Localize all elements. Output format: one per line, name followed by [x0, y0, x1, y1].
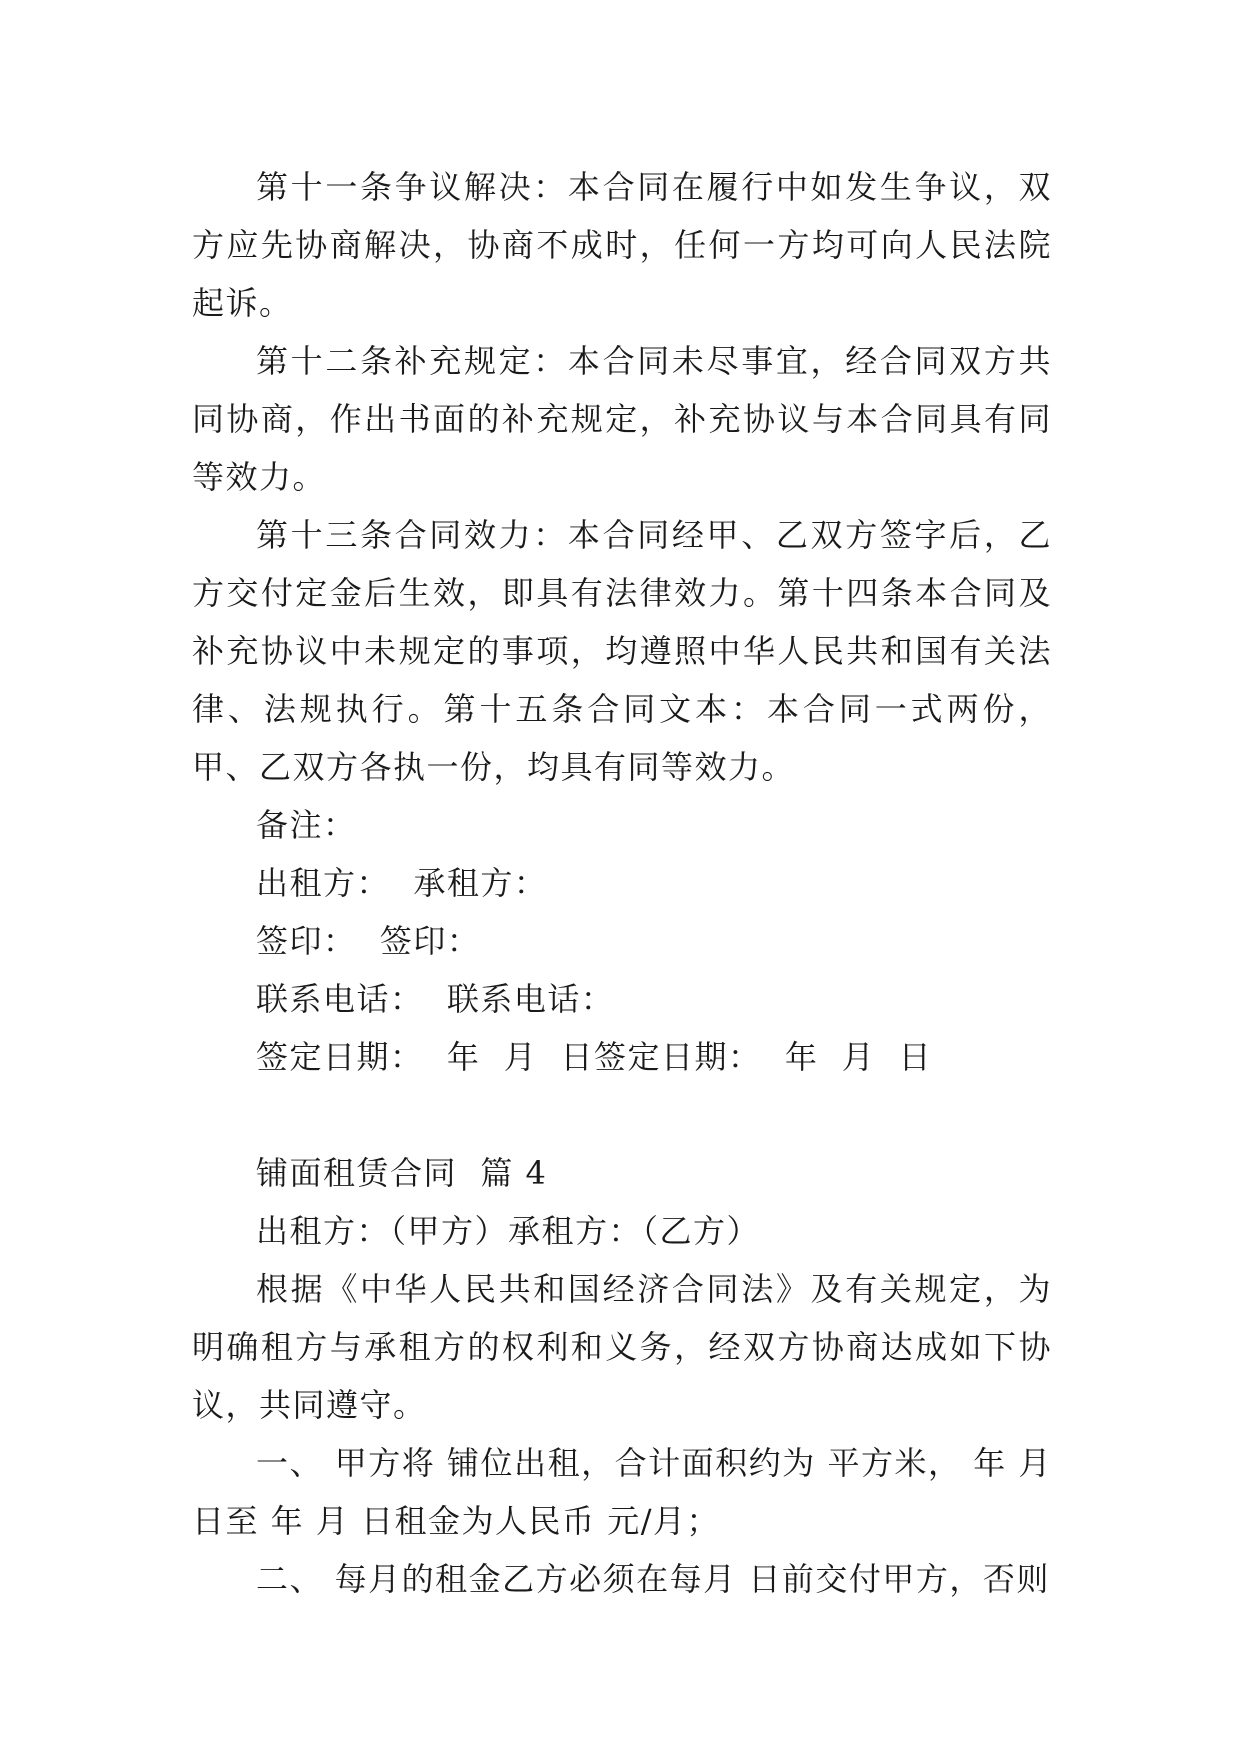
seal-line: [192, 912, 1052, 970]
section-title-text: 铺面租赁合同 篇 4: [256, 1154, 548, 1192]
seal-text: 签印： 签印：: [256, 922, 481, 960]
clause-2-paragraph: 二、 每月的租金乙方必须在每月 日前交付甲方，否则: [256, 1560, 1050, 1598]
preamble-paragraph: 根据《中华人民共和国经济合同法》及有关规定，为明确租方与承租方的权利和义务，经双方协商达成如下协议，共同遵守。: [192, 1270, 1052, 1424]
document-body: [192, 158, 1052, 1608]
remarks-line: [192, 796, 1052, 854]
parties-line: [192, 854, 1052, 912]
parties-text: 出租方： 承租方：: [256, 864, 548, 902]
remarks-text: 备注：: [256, 806, 357, 844]
clause-1-paragraph: 一、 甲方将 铺位出租，合计面积约为 平方米， 年 月 日至 年 月 日租金为人民币 元/月；: [192, 1444, 1052, 1540]
signing-date-line: [192, 1028, 1052, 1086]
phone-text: 联系电话： 联系电话：: [256, 980, 615, 1018]
section-spacer: [192, 1086, 1052, 1144]
article-11-paragraph: 第十一条争议解决：本合同在履行中如发生争议，双方应先协商解决，协商不成时，任何一方均可向人民法院起诉。: [192, 168, 1052, 322]
article-12-paragraph: 第十二条补充规定：本合同未尽事宜，经合同双方共同协商，作出书面的补充规定，补充协议与本合同具有同等效力。: [192, 342, 1052, 496]
article-13-15-paragraph: 第十三条合同效力：本合同经甲、乙双方签字后，乙方交付定金后生效，即具有法律效力。第十四条本合同及补充协议中未规定的事项，均遵照中华人民共和国有关法律、法规执行。第十五条合同文本：本合同一式两份，甲、乙双方各执一份，均具有同等效力。: [192, 516, 1052, 786]
signing-date-text: 签定日期： 年 月 日签定日期： 年 月 日: [256, 1038, 933, 1076]
section-parties-line: [192, 1202, 1052, 1260]
section-parties-text: 出租方：（甲方）承租方：（乙方）: [256, 1212, 761, 1250]
phone-line: [192, 970, 1052, 1028]
section-title: [192, 1144, 1052, 1202]
